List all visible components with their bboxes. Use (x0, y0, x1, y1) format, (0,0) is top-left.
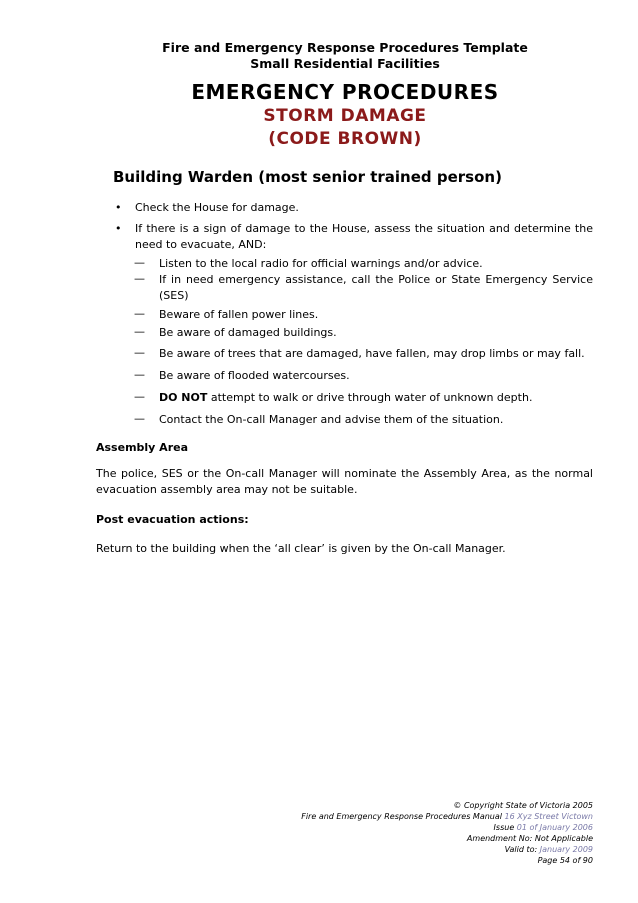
dash-marker: — (134, 368, 145, 381)
footer-copyright: © Copyright State of Victoria 2005 (453, 801, 593, 810)
dash-marker: — (134, 412, 145, 425)
sub-item-do-not (159, 390, 593, 406)
assembly-text: The police, SES or the On-call Manager will nominate the Assembly Area, as the normal evacuation assembly area may not be suitable. (96, 467, 593, 496)
do-not-emphasis: DO NOT (159, 391, 208, 404)
dash-marker: — (134, 256, 145, 269)
dash-marker: — (134, 390, 145, 403)
sub-item: Be aware of damaged buildings. (159, 326, 337, 339)
bullet-marker: • (115, 222, 122, 235)
footer-valid: Valid to: January 2009 (504, 845, 593, 854)
sub-item: Listen to the local radio for official warnings and/or advice. (159, 257, 483, 270)
dash-marker: — (134, 307, 145, 320)
sub-item: Be aware of trees that are damaged, have fallen, may drop limbs or may fall. (159, 347, 585, 360)
subtitle-storm-damage: STORM DAMAGE (263, 106, 427, 126)
page-title: EMERGENCY PROCEDURES (191, 80, 499, 104)
sub-item: Be aware of flooded watercourses. (159, 369, 350, 382)
bullet-item: Check the House for damage. (135, 201, 299, 214)
dash-marker: — (134, 325, 145, 338)
header-line-2: Small Residential Facilities (250, 56, 440, 71)
sub-item: Contact the On-call Manager and advise them of the situation. (159, 413, 504, 426)
footer-valid-value: January 2009 (539, 845, 593, 854)
footer-issue: Issue 01 of January 2006 (493, 823, 593, 832)
post-evacuation-text: Return to the building when the ‘all clear’ is given by the On-call Manager. (96, 542, 506, 555)
assembly-heading: Assembly Area (96, 441, 188, 454)
footer-address: 16 Xyz Street Victown (504, 812, 593, 821)
dash-marker: — (134, 346, 145, 359)
footer-page-number: Page 54 of 90 (537, 856, 593, 865)
bullet-item: If there is a sign of damage to the House, assess the situation and determine the need to evacuate, AND: (135, 222, 593, 251)
sub-item: If in need emergency assistance, call the Police or State Emergency Service (SES) (159, 273, 593, 302)
subtitle-code-brown: (CODE BROWN) (268, 129, 422, 149)
footer-amendment: Amendment No: Not Applicable (466, 834, 593, 843)
sub-item: Beware of fallen power lines. (159, 308, 319, 321)
post-evacuation-heading: Post evacuation actions: (96, 513, 249, 526)
do-not-text: attempt to walk or drive through water of unknown depth. (210, 391, 533, 404)
header-line-1: Fire and Emergency Response Procedures Template (162, 40, 528, 55)
bullet-marker: • (115, 201, 122, 214)
dash-marker: — (134, 272, 145, 285)
warden-heading: Building Warden (most senior trained person) (113, 168, 502, 186)
footer (301, 800, 593, 866)
footer-issue-value: 01 of January 2006 (516, 823, 593, 832)
footer-manual: Fire and Emergency Response Procedures Manual 16 Xyz Street Victown (301, 812, 593, 821)
